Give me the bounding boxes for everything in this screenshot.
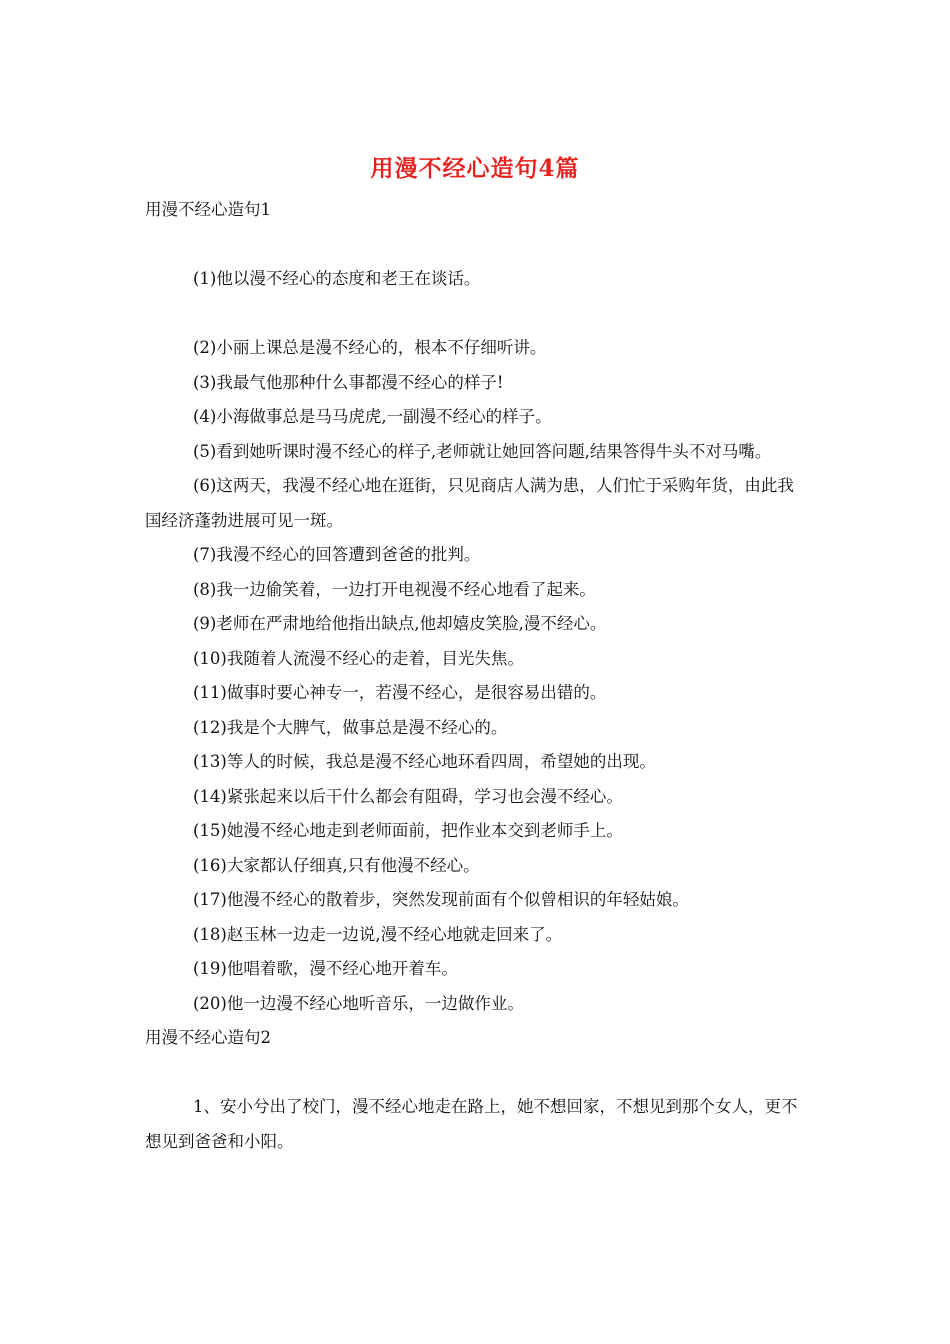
- sentence-item: (13)等人的时候，我总是漫不经心地环看四周，希望她的出现。: [193, 752, 656, 771]
- sentence-item: (6)这两天，我漫不经心地在逛街，只见商店人满为患，人们忙于采购年货，由此我国经济蓬勃进展可见一斑。: [145, 476, 794, 530]
- sentence-item: (3)我最气他那种什么事都漫不经心的样子!: [193, 372, 504, 392]
- sentence-item: (1)他以漫不经心的态度和老王在谈话。: [193, 269, 481, 288]
- section-heading: 用漫不经心造句1: [145, 200, 271, 219]
- sentence-item: (7)我漫不经心的回答遭到爸爸的批判。: [193, 545, 481, 564]
- document-body: [145, 193, 805, 1159]
- section-heading: 用漫不经心造句2: [145, 1028, 271, 1047]
- sentence-item: (15)她漫不经心地走到老师面前，把作业本交到老师手上。: [193, 821, 623, 840]
- sentence-item: (18)赵玉林一边走一边说,漫不经心地就走回来了。: [193, 924, 563, 944]
- sentence-item: 1、安小兮出了校门，漫不经心地走在路上，她不想回家，不想见到那个女人，更不想见到爸爸和小阳。: [145, 1097, 798, 1151]
- sentence-item: (17)他漫不经心的散着步，突然发现前面有个似曾相识的年轻姑娘。: [193, 890, 689, 909]
- sentence-item: (11)做事时要心神专一，若漫不经心，是很容易出错的。: [193, 683, 607, 702]
- sentence-item: (5)看到她听课时漫不经心的样子,老师就让她回答问题,结果答得牛头不对马嘴。: [193, 441, 772, 461]
- sentence-item: (16)大家都认仔细真,只有他漫不经心。: [193, 855, 480, 875]
- sentence-item: (12)我是个大脾气，做事总是漫不经心的。: [193, 717, 508, 737]
- sentence-item: (8)我一边偷笑着，一边打开电视漫不经心地看了起来。: [193, 579, 596, 599]
- sentence-item: (2)小丽上课总是漫不经心的，根本不仔细听讲。: [193, 338, 547, 357]
- sentence-item: (4)小海做事总是马马虎虎,一副漫不经心的样子。: [193, 407, 552, 426]
- sentence-item: (20)他一边漫不经心地听音乐，一边做作业。: [193, 993, 524, 1013]
- sentence-item: (19)他唱着歌，漫不经心地开着车。: [193, 959, 458, 978]
- sentence-item: (9)老师在严肃地给他指出缺点,他却嬉皮笑脸,漫不经心。: [193, 614, 607, 633]
- sentence-item: (10)我随着人流漫不经心的走着，目光失焦。: [193, 648, 524, 668]
- document-title: 用漫不经心造句4篇: [370, 155, 580, 182]
- sentence-item: (14)紧张起来以后干什么都会有阻碍，学习也会漫不经心。: [193, 786, 623, 806]
